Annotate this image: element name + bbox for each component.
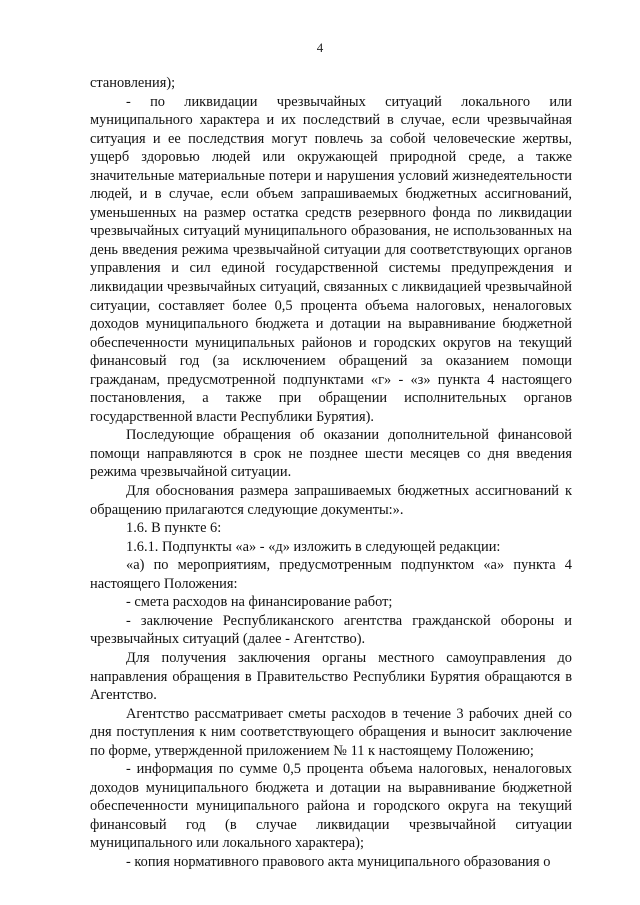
paragraph: Последующие обращения об оказании дополнительной финансовой помощи направляются в срок не позднее шести месяцев со дня введения режима чрезвычайной ситуации. — [90, 427, 572, 481]
paragraph: становления); — [90, 75, 176, 91]
paragraph: 1.6. В пункте 6: — [126, 520, 222, 537]
paragraph: Агентство рассматривает сметы расходов в течение 3 рабочих дней со дня поступления к ним соответствующего обращения и выносит заключение по форме, утвержденной приложением № 11 к настоящему Положению; — [90, 705, 572, 759]
document-body — [90, 74, 572, 872]
paragraph: Для обоснования размера запрашиваемых бюджетных ассигнований к обращению прилагаются следующие документы:». — [90, 483, 572, 518]
paragraph: - заключение Республиканского агентства гражданской обороны и чрезвычайных ситуаций (далее - Агентство). — [90, 612, 572, 648]
paragraph: - по ликвидации чрезвычайных ситуаций локального или муниципального характера и их последствий в случае, если чрезвычайная ситуация и ее последствия могут повлечь за собой человеческие жертвы, ущерб здоровью людей или окружающей природной среде, а также значительные материальные потери и нарушения условий жизнедеятельности людей, и в случае, если объем запрашиваемых бюджетных ассигнований, уменьшенных на размер остатка средств резервного фонда по ликвидации чрезвычайных ситуаций муниципального образования, не использованных на день введения режима чрезвычайной ситуации для соответствующих органов управления и сил единой государственной системы предупреждения и ликвидации чрезвычайных ситуаций, связанных с ликвидацией чрезвычайной ситуации, составляет более 0,5 процента объема налоговых, неналоговых доходов муниципального бюджета и дотации на выравнивание бюджетной обеспеченности муниципальных районов и городских округов на текущий финансовый год (за исключением обращений за оказанием помощи гражданам, предусмотренной подпунктами «г» - «з» пункта 4 настоящего постановления, а также при обращении исполнительных органов государственной власти Республики Бурятия). — [90, 93, 572, 425]
paragraph: Для получения заключения органы местного самоуправления до направления обращения в Правительство Республики Бурятия обращаются в Агентство. — [90, 649, 572, 704]
paragraph: - информация по сумме 0,5 процента объема налоговых, неналоговых доходов муниципального бюджета и дотации на выравнивание бюджетной обеспеченности муниципального района и городского округа на текущий финансовый год (в случае ликвидации чрезвычайной ситуации муниципального или локального характера); — [90, 761, 572, 852]
page-number: 4 — [316, 40, 324, 55]
paragraph: «а) по мероприятиям, предусмотренным подпунктом «а» пункта 4 настоящего Положения: — [90, 557, 572, 592]
paragraph: - копия нормативного правового акта муниципального образования о — [126, 853, 551, 870]
paragraph: - смета расходов на финансирование работ; — [126, 594, 393, 611]
paragraph: 1.6.1. Подпункты «а» - «д» изложить в следующей редакции: — [126, 538, 501, 555]
